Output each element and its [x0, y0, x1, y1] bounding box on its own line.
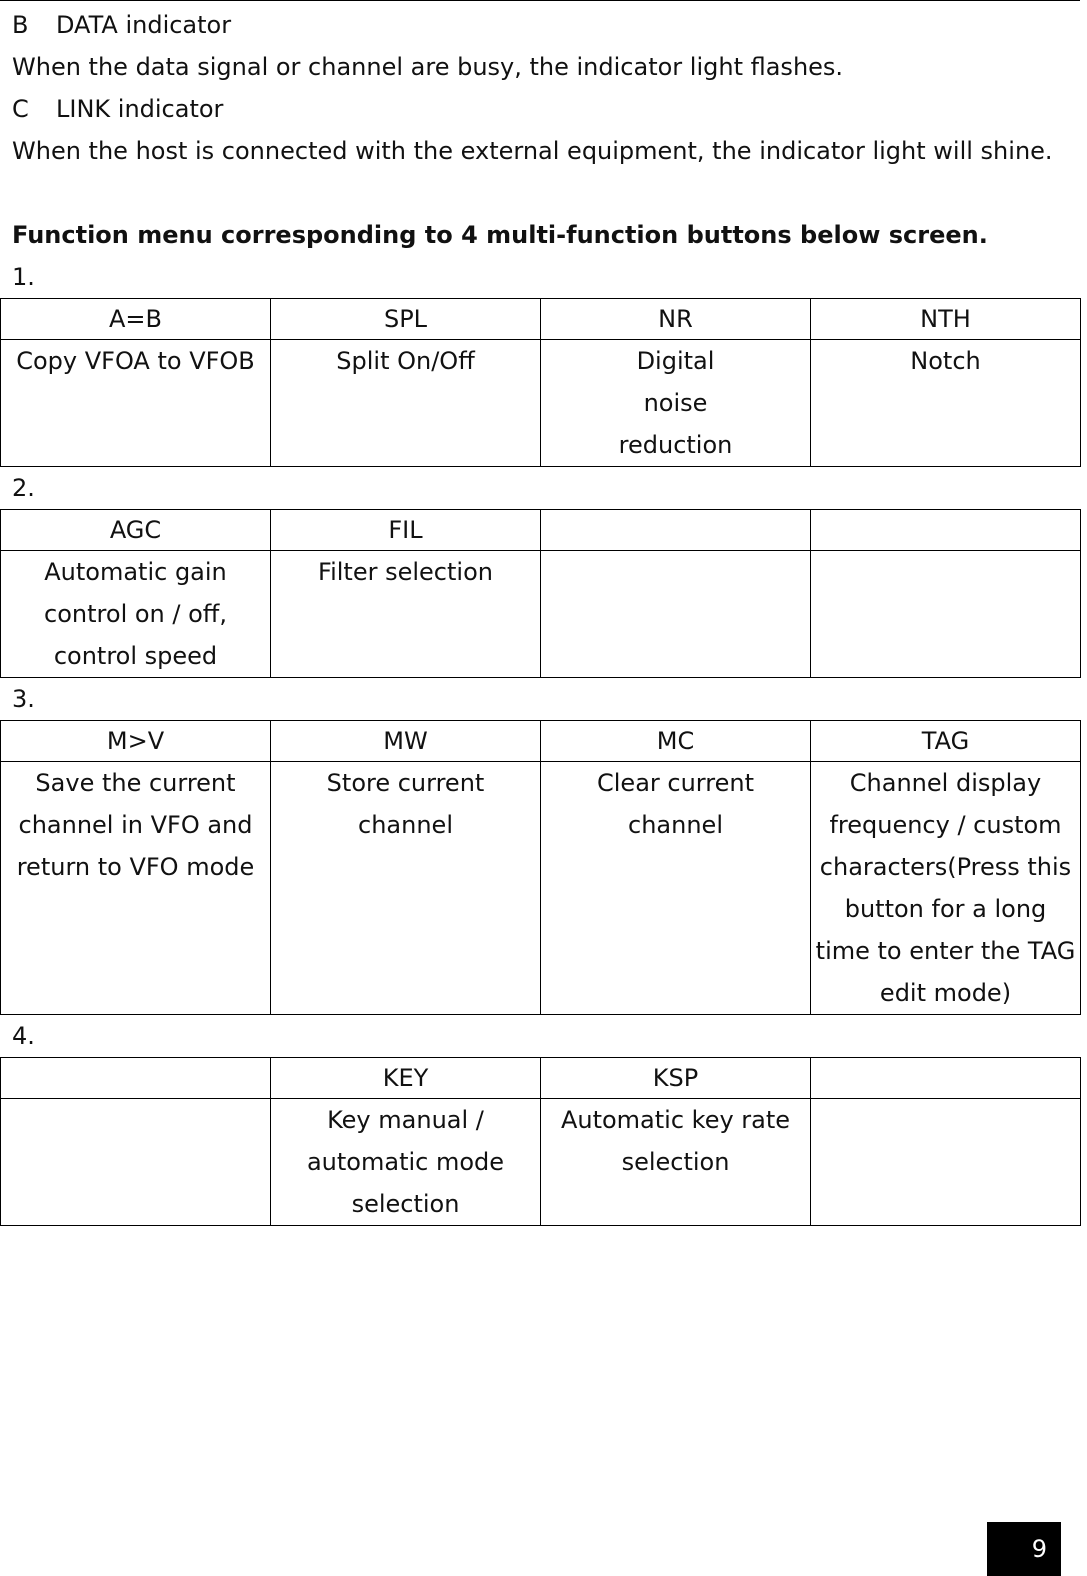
description-row	[1, 551, 1081, 678]
description-cell	[811, 1099, 1081, 1226]
function-table-2	[0, 509, 1081, 678]
description-cell	[1, 1099, 271, 1226]
key-cell: KSP	[541, 1058, 811, 1099]
description-cell	[811, 551, 1081, 678]
description-cell: Filter selection	[271, 551, 541, 678]
function-table-3	[0, 720, 1081, 1015]
menu-number: 3.	[12, 685, 35, 713]
key-cell: MC	[541, 721, 811, 762]
indicator-b-description: When the data signal or channel are busy, the indicator light flashes.	[12, 53, 844, 81]
key-row	[1, 721, 1081, 762]
key-cell	[811, 510, 1081, 551]
description-cell	[541, 551, 811, 678]
function-table-1	[0, 298, 1081, 467]
indicator-title: DATA indicator	[56, 11, 232, 39]
indicator-letter: C	[12, 95, 29, 123]
key-cell: A=B	[1, 299, 271, 340]
description-cell: Clear current channel	[541, 762, 811, 1015]
spacer	[0, 172, 1081, 214]
key-cell: NR	[541, 299, 811, 340]
key-cell: M>V	[1, 721, 271, 762]
indicator-c-title	[0, 88, 1081, 130]
description-cell: Automatic key rate selection	[541, 1099, 811, 1226]
key-row	[1, 510, 1081, 551]
key-cell: KEY	[271, 1058, 541, 1099]
function-table-4	[0, 1057, 1081, 1226]
page-content	[0, 4, 1081, 1226]
key-cell: FIL	[271, 510, 541, 551]
section-heading: Function menu corresponding to 4 multi-function buttons below screen.	[12, 221, 988, 249]
indicator-c-description: When the host is connected with the external equipment, the indicator light will shine.	[12, 137, 1053, 165]
key-cell	[541, 510, 811, 551]
description-cell: Store current channel	[271, 762, 541, 1015]
key-cell: SPL	[271, 299, 541, 340]
description-row	[1, 340, 1081, 467]
description-cell: Split On/Off	[271, 340, 541, 467]
key-cell: MW	[271, 721, 541, 762]
description-cell: Channel display frequency / custom characters(Press this button for a long time to enter the TAG edit mode)	[811, 762, 1081, 1015]
indicator-b-title	[0, 4, 1081, 46]
description-cell: Save the current channel in VFO and return to VFO mode	[1, 762, 271, 1015]
menu-number: 2.	[12, 474, 35, 502]
key-cell: NTH	[811, 299, 1081, 340]
description-cell: Key manual / automatic mode selection	[271, 1099, 541, 1226]
top-rule	[0, 0, 1080, 1]
description-row	[1, 1099, 1081, 1226]
key-cell: TAG	[811, 721, 1081, 762]
indicator-title: LINK indicator	[56, 95, 224, 123]
key-cell: AGC	[1, 510, 271, 551]
key-row	[1, 299, 1081, 340]
description-cell: Automatic gain control on / off, control speed	[1, 551, 271, 678]
key-row	[1, 1058, 1081, 1099]
description-cell: Copy VFOA to VFOB	[1, 340, 271, 467]
page-number: 9	[987, 1522, 1061, 1576]
menu-number: 1.	[12, 263, 35, 291]
description-cell: Digital noise reduction	[541, 340, 811, 467]
key-cell	[811, 1058, 1081, 1099]
description-row	[1, 762, 1081, 1015]
indicator-letter: B	[12, 11, 29, 39]
key-cell	[1, 1058, 271, 1099]
menu-number: 4.	[12, 1022, 35, 1050]
description-cell: Notch	[811, 340, 1081, 467]
